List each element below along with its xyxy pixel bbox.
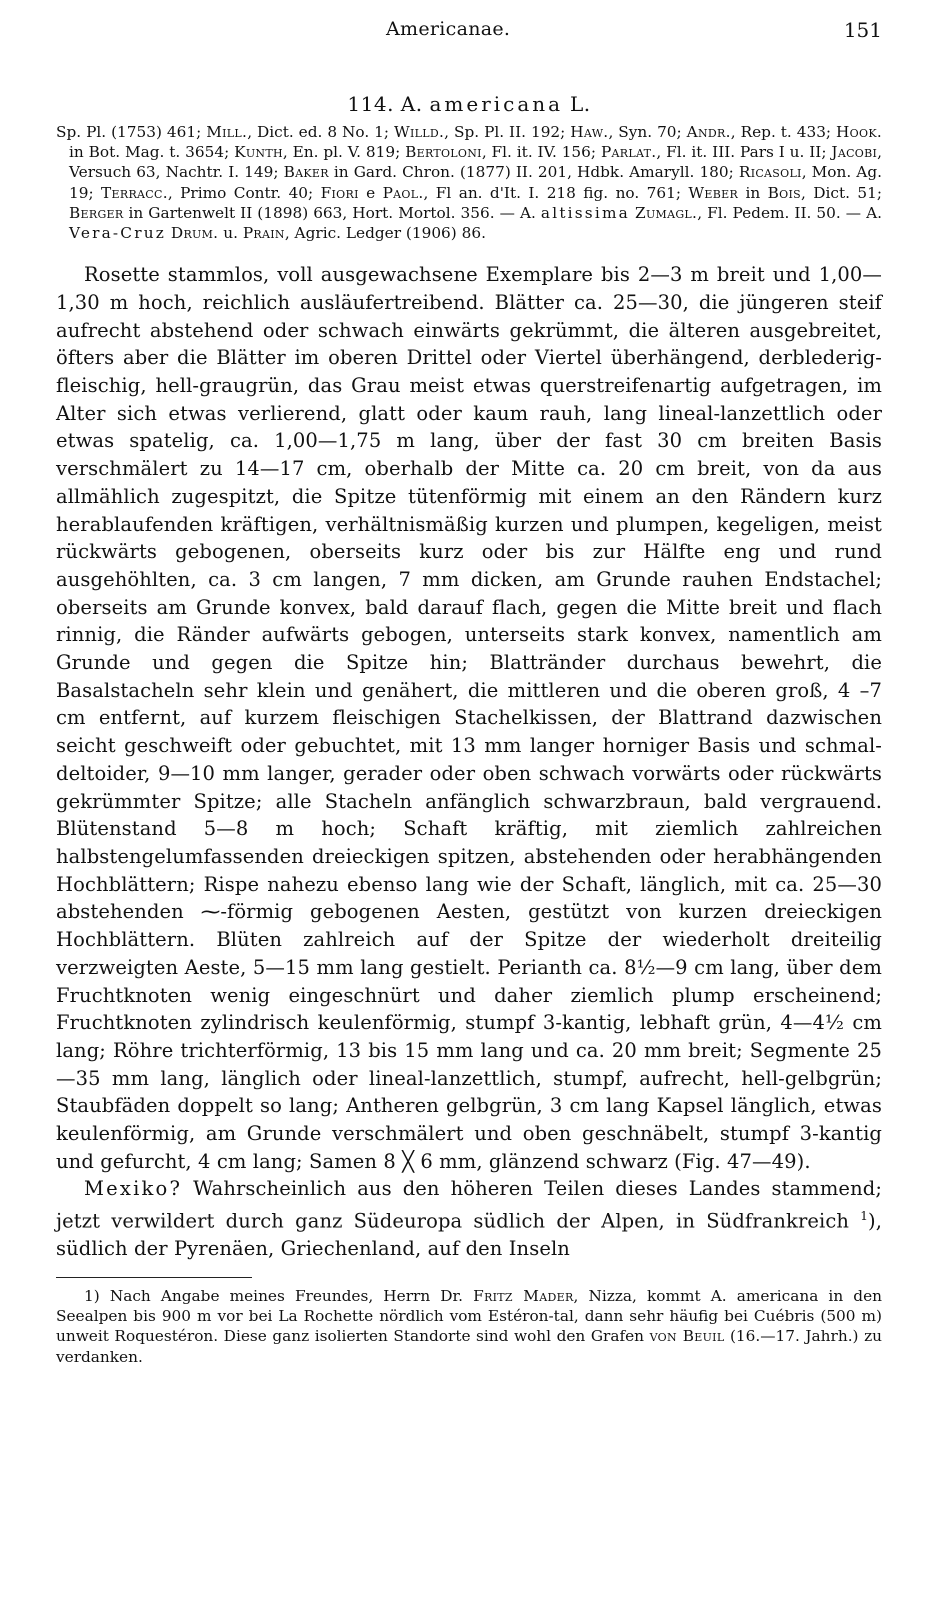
footnote-run: , Nizza, kommt A. americana in den Seealpen bis 900 m vor bei La Rochette nördlich vom Estéron-tal, dann sehr häufig bei Cuébris (500 m) unweit Roquestéron. Diese ganz isolierten Standorte sind wohl den Grafen (56, 1287, 882, 1346)
footnote-rule (56, 1277, 252, 1278)
reference-run: , Fl. it. IV. 156; (481, 143, 601, 162)
distribution-lead: Mexiko? (84, 1177, 183, 1201)
running-head (56, 16, 882, 48)
reference-run: , Primo Contr. 40; (167, 183, 321, 202)
synonymy-references (56, 122, 882, 243)
reference-run: Ricasoli (738, 163, 802, 182)
reference-run: Paol. (382, 183, 424, 202)
footnote-run: (16.—17. Jahrh.) zu verdanken. (56, 1327, 882, 1366)
reference-run: u. (218, 224, 243, 243)
reference-run: , Agric. Ledger (1906) 86. (284, 224, 486, 243)
reference-run: Jacobi (831, 143, 878, 162)
reference-run: in Gartenwelt II (1898) 663, Hort. Mortol. 356. — A. (123, 203, 541, 222)
reference-run: Bois (767, 183, 801, 202)
footnote-marker: 1 (860, 1209, 868, 1224)
reference-run: in Bot. Mag. t. 3654; (69, 143, 235, 162)
reference-run: Vera-Cruz (69, 224, 167, 243)
page (56, 16, 882, 1367)
species-author: L. (569, 92, 591, 116)
reference-run: Andr. (686, 123, 731, 141)
footnote-run: 1) Nach Angabe meines Freundes, Herrn Dr. (84, 1287, 474, 1306)
reference-run: , Fl an. d'It. I. 218 fig. no. 761; (423, 183, 689, 202)
footnote-run: Fritz Mader (473, 1287, 574, 1306)
reference-run: , Mon. Ag. 19; (69, 163, 882, 202)
species-name: americana (429, 92, 564, 116)
reference-run: Parlat. (600, 143, 657, 162)
distribution-tail: ), südlich der Pyrenäen, Griechenland, auf den Inseln (56, 1209, 882, 1261)
species-number: 114. A. (347, 92, 423, 116)
reference-run: , Dict. 51; (800, 183, 882, 202)
reference-run: Kunth (234, 143, 283, 162)
distribution-paragraph (56, 1175, 882, 1263)
reference-run: in Gard. Chron. (1877) II. 201, Hdbk. Amaryll. 180; (328, 163, 739, 182)
reference-run: , Rep. t. 433; (730, 123, 837, 141)
reference-run: , Sp. Pl. II. 192; (444, 123, 571, 141)
reference-run: altissima (540, 203, 630, 222)
reference-run: Weber (688, 183, 739, 202)
reference-run: Hook. (836, 123, 883, 141)
species-heading (56, 92, 882, 116)
page-number: 151 (843, 18, 882, 42)
reference-run: Terracc. (101, 183, 168, 202)
reference-run: Fiori (320, 183, 359, 202)
reference-run: , Dict. ed. 8 No. 1; (247, 123, 394, 141)
reference-run: Sp. Pl. (1753) 461; (56, 123, 207, 141)
footnote (56, 1286, 882, 1367)
reference-run: e (358, 183, 383, 202)
reference-run: , En. pl. V. 819; (282, 143, 406, 162)
footnote-run: von Beuil (649, 1327, 725, 1346)
reference-run: Haw. (570, 123, 609, 141)
reference-run: , Syn. 70; (608, 123, 687, 141)
reference-run: Zumagl. (635, 203, 698, 222)
reference-run: Drum. (170, 224, 219, 243)
reference-run: Mill. (206, 123, 248, 141)
description-paragraph: Rosette stammlos, voll ausgewachsene Exemplare bis 2—3 m breit und 1,00—1,30 m hoch, reichlich ausläufertreibend. Blätter ca. 25—30, die jüngeren steif aufrecht abstehend oder schwach einwärts gekrümmt, die älteren ausgebreitet, öfters aber die Blätter im oberen Drittel oder Viertel überhängend, derblederig-fleischig, hell-graugrün, das Grau meist etwas querstreifenartig aufgetragen, im Alter sich etwas verlierend, glatt oder kaum rauh, lang lineal-lanzettlich oder etwas spatelig, ca. 1,00—1,75 m lang, über der fast 30 cm breiten Basis verschmälert zu 14—17 cm, oberhalb der Mitte ca. 20 cm breit, von da aus allmählich zugespitzt, die Spitze tütenförmig mit einem an den Rändern kurz herablaufenden kräftigen, verhältnismäßig kurzen und plumpen, kegeligen, meist rückwärts gebogenen, oberseits kurz oder bis zur Hälfte eng und rund ausgehöhlten, ca. 3 cm langen, 7 mm dicken, am Grunde rauhen Endstachel; oberseits am Grunde konvex, bald darauf flach, gegen die Mitte breit und flach rinnig, die Ränder aufwärts gebogen, unterseits stark konvex, namentlich am Grunde und gegen die Spitze hin; Blattränder durchaus bewehrt, die Basalstacheln sehr klein und genähert, die mittleren und die oberen groß, 4 –7 cm entfernt, auf kurzem fleischigen Stachelkissen, der Blattrand dazwischen seicht geschweift oder gebuchtet, mit 13 mm langer horniger Basis und schmal-deltoider, 9—10 mm langer, gerader oder oben schwach vorwärts oder rückwärts gekrümmter Spitze; alle Stacheln anfänglich schwarzbraun, bald vergrauend. Blütenstand 5—8 m hoch; Schaft kräftig, mit ziemlich zahlreichen halbstengelumfassenden dreieckigen spitzen, abstehenden oder herabhängenden Hochblättern; Rispe nahezu ebenso lang wie der Schaft, länglich, mit ca. 25—30 abstehenden ⁓-förmig gebogenen Aesten, gestützt von kurzen dreieckigen Hochblättern. Blüten zahlreich auf der Spitze der wiederholt dreiteilig verzweigten Aeste, 5—15 mm lang gestielt. Perianth ca. 8½—9 cm lang, über dem Fruchtknoten wenig eingeschnürt und daher ziemlich plump erscheinend; Fruchtknoten zylindrisch keulenförmig, stumpf 3-kantig, lebhaft grün, 4—4½ cm lang; Röhre trichterförmig, 13 bis 15 mm lang und ca. 20 mm breit; Segmente 25—35 mm lang, länglich oder lineal-lanzettlich, stumpf, aufrecht, hell-gelbgrün; Staubfäden doppelt so lang; Antheren gelbgrün, 3 cm lang Kapsel länglich, etwas keulenförmig, am Grunde verschmälert und oben geschnäbelt, stumpf 3-kantig und gefurcht, 4 cm lang; Samen 8 ╳ 6 mm, glänzend schwarz (Fig. 47—49). (56, 263, 882, 1173)
reference-run: Bertoloni (405, 143, 482, 162)
running-title: Americanae. (386, 18, 511, 40)
reference-run: , Fl. Pedem. II. 50. — A. (697, 203, 882, 222)
reference-run: in (738, 183, 768, 202)
reference-run: Berger (69, 203, 124, 222)
reference-run: Baker (283, 163, 329, 182)
reference-run: Prain (242, 224, 285, 243)
reference-run: Willd. (394, 123, 445, 141)
distribution-text: Wahrscheinlich aus den höheren Teilen dieses Landes stammend; jetzt verwildert durch ganz Südeuropa südlich der Alpen, in Südfrankreich (56, 1177, 882, 1233)
reference-run: , Versuch 63, Nachtr. I. 149; (69, 143, 883, 182)
reference-run: , Fl. it. III. Pars I u. II; (656, 143, 832, 162)
